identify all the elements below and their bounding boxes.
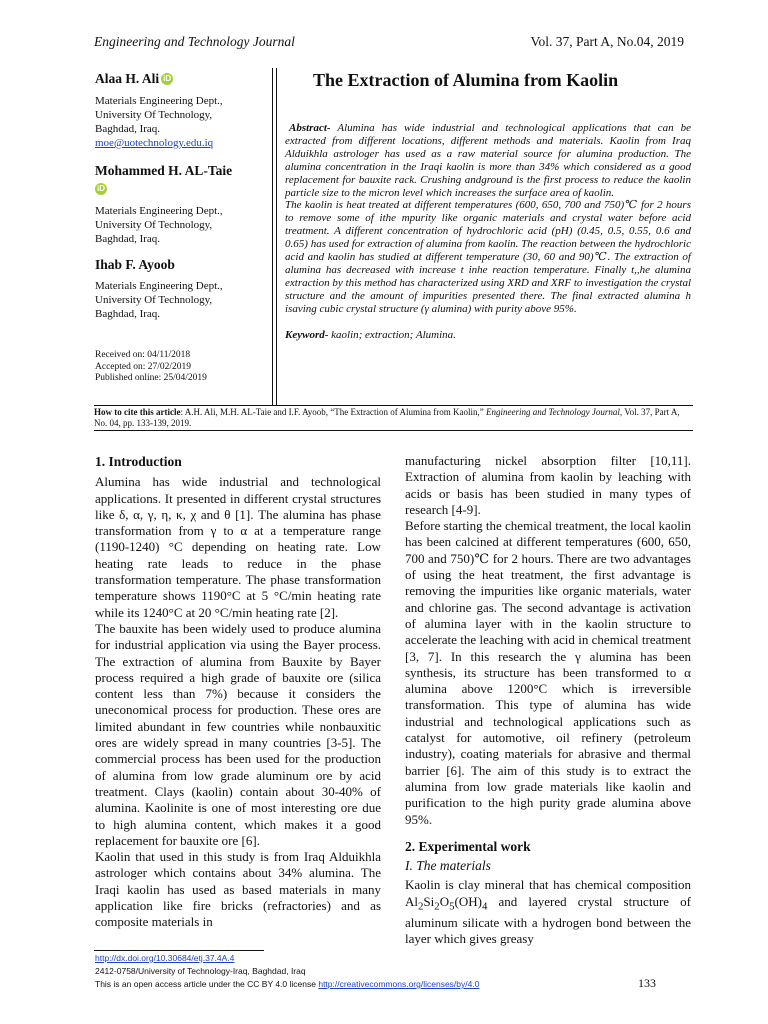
citation-details: , Vol. 37, Part A, No. 04, pp. 133-139, 2019. [94, 407, 680, 428]
paragraph-text: Kaolin is clay mineral that has chemical composition Al [405, 877, 691, 909]
article-title: The Extraction of Alumina from Kaolin [313, 70, 619, 90]
paragraph: Alumina has wide industrial and technological applications. It presented in different crystal structures like δ, α, γ, η, κ, χ and θ [1]. The alumina has phase transformation from γ to α at a temperature range (1190-1240) °C depending on heating rate. Low heating rate leads to reduce in the phase transformation temperature. The phase transformation temperature shows 1190°C at 5 °C/min heating rate while its 1240°C at 20 °C/min heating rate [2]. [95, 474, 381, 620]
article-dates [95, 350, 207, 385]
license-line [95, 979, 479, 989]
volume-info: Vol. 37, Part A, No.04, 2019 [530, 34, 684, 49]
footer-rule [94, 950, 264, 951]
formula-subscript: 2 [418, 900, 424, 913]
citation [94, 407, 693, 429]
author-affiliation: University Of Technology, [95, 219, 213, 231]
formula-part: O [439, 893, 450, 909]
author-block-2 [95, 163, 265, 246]
author-affiliation: Baghdad, Iraq. [95, 233, 161, 245]
right-column [405, 453, 691, 947]
author-affiliation: Materials Engineering Dept., [95, 95, 223, 107]
formula-part: (OH) [454, 893, 482, 909]
abstract-label: Abstract- [289, 122, 331, 134]
author-affiliation: Baghdad, Iraq. [95, 308, 161, 320]
formula-subscript: 2 [434, 900, 440, 913]
doi-link[interactable]: http://dx.doi.org/10.30684/etj.37.4A.4 [95, 953, 235, 963]
license-text: This is an open access article under the CC BY 4.0 license [95, 979, 316, 989]
issn-text: 2412-0758/University of Technology-Iraq, Baghdad, Iraq [95, 966, 306, 976]
orcid-icon[interactable]: iD [97, 184, 105, 194]
page-number: 133 [638, 976, 656, 990]
keyword-label: Keyword- [285, 328, 329, 341]
section-heading: 1. Introduction [95, 454, 182, 469]
author-name: Ihab F. Ayoob [95, 257, 175, 272]
citation-text: : A.H. Ali, M.H. AL-Taie and I.F. Ayoob, “The Extraction of Alumina from Kaolin,” [180, 407, 484, 417]
citation-journal: Engineering and Technology Journal [486, 407, 620, 417]
paragraph [405, 877, 691, 947]
paragraph: Kaolin that used in this study is from Iraq Alduikhla astrologer which contains about 34% alumina. The Iraqi kaolin has used as based materials in many application like fire bricks (refractories) and as composite materials in [95, 849, 381, 930]
paragraph: Before starting the chemical treatment, the local kaolin has been calcined at different temperatures (600, 650, 700 and 750)℃ for 2 hours. There are two advantages of using the heat treatment, the first advantage is removing the impurities like organic materials, water and chlorine gas. The second advantage is activation of alumina layer with in the kaolin structure to accelerate the leaching with acid in chemical treatment [3, 7]. In this research the γ alumina has been synthesis, its structure has been transformed to α alumina above 1200°C which is irreversible transformation. This type of alumina has wide industrial and technological applications such as catalyst for automotive, oil refinery (petroleum industry), coating materials for abrasive and thermal barrier [6]. The aim of this study is to extract the alumina from low grade materials like kaolin and purification to the high purity grade alumina above 95%. [405, 518, 691, 827]
author-affiliation: University Of Technology, [95, 109, 213, 121]
paragraph-text: and layered crystal structure of aluminum silicate with a hydrogen bond between the layer which gives greasy [405, 893, 691, 946]
author-affiliation: Materials Engineering Dept., [95, 280, 223, 292]
author-affiliation: Baghdad, Iraq. [95, 123, 161, 135]
left-column [95, 454, 381, 931]
author-block-3 [95, 257, 265, 321]
subsection-heading: I. The materials [405, 858, 491, 874]
author-affiliation: University Of Technology, [95, 294, 213, 306]
author-email-link[interactable]: moe@uotechnology.edu.iq [95, 137, 214, 149]
citation-label: How to cite this article [94, 407, 181, 417]
keywords: kaolin; extraction; Alumina. [331, 328, 456, 341]
published-date: Published online: 25/04/2019 [95, 373, 207, 383]
paragraph: manufacturing nickel absorption filter [10,11]. Extraction of alumina from kaolin by leaching with acids or basis has been studied in many types of research [4-9]. [405, 453, 691, 517]
column-divider [276, 68, 277, 406]
accepted-date: Accepted on: 27/02/2019 [95, 361, 192, 372]
author-block-1 [95, 70, 265, 150]
column-divider [272, 68, 273, 406]
formula-subscript: 4 [481, 900, 488, 913]
formula-subscript: 5 [449, 900, 455, 913]
journal-name: Engineering and Technology Journal [94, 34, 295, 49]
abstract-paragraph: Alumina has wide industrial and technological applications that can be extracted from different locations, different methods and materials. Kaolin from Iraq Alduikhla astrologer has used as a raw material source for alumina production. The alumina concentration in the Iraqi kaolin is more than 34% which considered as a good replacement for bauxite rack. Crushing andground is the first process to reduce the kaolin particle size to the micron level which increases the surface area of kaolin. [285, 122, 691, 199]
formula-part: Si [423, 893, 435, 909]
author-name: Alaa H. Ali [95, 71, 160, 86]
author-name: Mohammed H. AL-Taie [95, 163, 233, 178]
citation-bottom-rule [94, 430, 693, 431]
author-affiliation: Materials Engineering Dept., [95, 205, 223, 217]
paragraph: The bauxite has been widely used to produce alumina for industrial application via using the Bayer process. The extraction of alumina from Bauxite by Bayer process required a high grade of bauxite ore (silica content less than 7%) because it considers the uneconomical process for production. These ores are limited abundant in few countries while nonbauxitic ores are widely spread in many countries [3-5]. The commercial process has been used for the production of alumina from low grade aluminum ore by acid treatment. Clays (kaolin) contain about 30-40% of alumina. Kaolinite is one of most interesting ore due to high alumina content, which makes it a good replacement for bauxite ore [6]. [95, 620, 381, 848]
received-date: Received on: 04/11/2018 [95, 350, 191, 360]
orcid-icon[interactable]: iD [163, 74, 172, 84]
abstract [285, 122, 691, 342]
license-link[interactable]: http://creativecommons.org/licenses/by/4.0 [318, 979, 480, 989]
abstract-paragraph: The kaolin is heat treated at different temperatures (600, 650, 700 and 750)℃ for 2 hours to remove some of ithe mpurity like organic materials and crystal water before acid treatment. A different concentration of hydrochloric acid (pH) (0.45, 0.5, 0.55, 0.6 and 0.65) has used for extraction of alumina from kaolin. The reaction between the hydrochloric acid and kaolin has studied at different temperature (30, 60 and 90)℃. The extraction of alumina has decreased with increase t inhe reaction temperature. Finally t,,he alumina extraction by this method has characterized using XRD and XRF to investigation the crystal structure and the amount of impurities presented there. The final extracted alumina h isaving cubic crystal structure (γ alumina) with purity above 95%. [285, 199, 691, 315]
citation-top-rule [94, 405, 693, 406]
section-heading: 2. Experimental work [405, 838, 531, 854]
